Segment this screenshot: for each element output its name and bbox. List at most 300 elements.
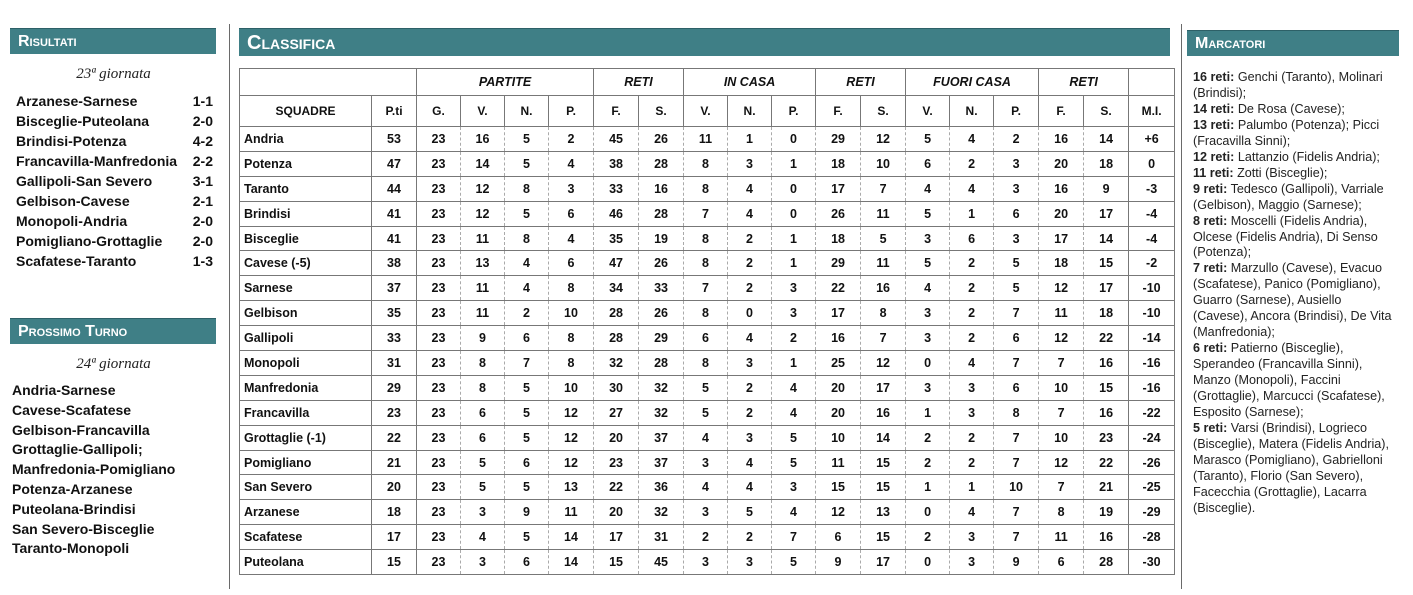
- table-row: [240, 500, 1175, 525]
- table-cell: 3: [994, 176, 1039, 201]
- team-name: Bisceglie: [240, 226, 372, 251]
- table-cell: 12: [861, 351, 906, 376]
- table-cell: 10: [549, 375, 594, 400]
- table-cell: 13: [549, 475, 594, 500]
- table-cell: 32: [639, 500, 684, 525]
- table-cell: 10: [816, 425, 861, 450]
- table-cell: 53: [372, 127, 417, 152]
- table-cell: 2: [950, 151, 994, 176]
- table-cell: 2: [728, 400, 772, 425]
- table-cell: 22: [816, 276, 861, 301]
- table-cell: 8: [684, 301, 728, 326]
- table-cell: 11: [1039, 301, 1084, 326]
- next-round-label: 24ª giornata: [76, 356, 151, 372]
- table-cell: 11: [461, 226, 505, 251]
- table-cell: 23: [417, 400, 461, 425]
- scorer-names: Moscelli (Fidelis Andria), Olcese (Fidelis Andria), Di Senso (Potenza);: [1193, 213, 1378, 260]
- table-cell: -14: [1129, 326, 1175, 351]
- table-cell: 14: [549, 525, 594, 550]
- table-cell: 0: [1129, 151, 1175, 176]
- group-header: IN CASA: [684, 69, 816, 96]
- table-cell: 38: [594, 151, 639, 176]
- table-cell: 2: [505, 301, 549, 326]
- table-cell: 23: [417, 475, 461, 500]
- table-cell: -2: [1129, 251, 1175, 276]
- table-cell: 9: [994, 550, 1039, 575]
- table-cell: 5: [994, 251, 1039, 276]
- table-cell: 22: [1084, 326, 1129, 351]
- table-cell: 35: [594, 226, 639, 251]
- table-cell: 36: [639, 475, 684, 500]
- table-cell: 3: [728, 351, 772, 376]
- result-item: [16, 131, 217, 151]
- column-header: S.: [861, 96, 906, 127]
- scorer-goals: 12 reti:: [1193, 149, 1235, 164]
- table-cell: 3: [906, 301, 950, 326]
- table-cell: 26: [639, 127, 684, 152]
- table-cell: 22: [372, 425, 417, 450]
- table-cell: 3: [950, 550, 994, 575]
- table-cell: 18: [1084, 301, 1129, 326]
- table-cell: -30: [1129, 550, 1175, 575]
- table-cell: 7: [684, 276, 728, 301]
- table-cell: 5: [505, 475, 549, 500]
- scorer-entry: [1193, 102, 1399, 118]
- table-cell: -4: [1129, 201, 1175, 226]
- result-match: Bisceglie-Puteolana: [16, 113, 150, 129]
- table-cell: 7: [994, 301, 1039, 326]
- result-score: 1-3: [192, 253, 213, 269]
- table-cell: 2: [549, 127, 594, 152]
- table-row: [240, 525, 1175, 550]
- table-cell: 7: [1039, 400, 1084, 425]
- results-header: Risultati: [10, 28, 216, 54]
- table-cell: 45: [594, 127, 639, 152]
- table-cell: 28: [1084, 550, 1129, 575]
- table-cell: 1: [906, 400, 950, 425]
- table-cell: 3: [950, 400, 994, 425]
- table-cell: 3: [684, 500, 728, 525]
- result-score: 2-0: [192, 213, 213, 229]
- scorer-entry: [1193, 421, 1399, 517]
- table-cell: 11: [861, 251, 906, 276]
- column-header: P.: [994, 96, 1039, 127]
- table-cell: 23: [1084, 425, 1129, 450]
- next-round-header: Prossimo Turno: [10, 318, 216, 344]
- standings-header: Classifica: [239, 28, 1170, 56]
- table-cell: 5: [684, 375, 728, 400]
- table-cell: 28: [639, 351, 684, 376]
- scorer-entry: [1193, 166, 1399, 182]
- team-name: Potenza: [240, 151, 372, 176]
- results-round: 23ª giornata: [76, 66, 151, 82]
- scorers-header: Marcatori: [1187, 30, 1399, 56]
- table-cell: 14: [549, 550, 594, 575]
- table-cell: 2: [950, 450, 994, 475]
- table-cell: 3: [461, 500, 505, 525]
- table-cell: 1: [772, 151, 816, 176]
- scorers-list: [1187, 70, 1399, 517]
- column-divider-right: [1181, 24, 1182, 589]
- table-cell: 17: [372, 525, 417, 550]
- result-score: 2-0: [192, 233, 213, 249]
- table-cell: 10: [549, 301, 594, 326]
- table-row: [240, 226, 1175, 251]
- table-cell: 31: [639, 525, 684, 550]
- table-cell: 11: [461, 301, 505, 326]
- table-cell: 20: [594, 500, 639, 525]
- table-cell: 15: [816, 475, 861, 500]
- table-cell: 15: [861, 475, 906, 500]
- table-cell: 15: [1084, 375, 1129, 400]
- fixture-item: Potenza-Arzanese: [12, 480, 133, 497]
- table-cell: 5: [505, 201, 549, 226]
- table-cell: -3: [1129, 176, 1175, 201]
- group-header: RETI: [816, 69, 906, 96]
- column-header: N.: [728, 96, 772, 127]
- table-cell: -16: [1129, 375, 1175, 400]
- table-cell: 7: [994, 525, 1039, 550]
- table-cell: 1: [772, 226, 816, 251]
- table-row: [240, 276, 1175, 301]
- table-cell: 2: [728, 226, 772, 251]
- table-cell: 18: [816, 226, 861, 251]
- table-cell: 5: [684, 400, 728, 425]
- table-cell: 4: [684, 425, 728, 450]
- table-cell: 17: [594, 525, 639, 550]
- table-cell: 20: [372, 475, 417, 500]
- table-cell: 4: [505, 276, 549, 301]
- scorer-goals: 14 reti:: [1193, 101, 1235, 116]
- table-cell: 4: [728, 326, 772, 351]
- scorer-names: Varsi (Brindisi), Logrieco (Bisceglie), Matera (Fidelis Andria), Marasco (Pomigliano), Gabrielloni (Taranto), Florio (San Severo), Facecchia (Grottaglie), Lacarra (Bisceglie).: [1193, 420, 1389, 515]
- table-cell: 15: [861, 450, 906, 475]
- table-cell: 20: [1039, 201, 1084, 226]
- table-cell: 32: [639, 400, 684, 425]
- table-cell: 11: [549, 500, 594, 525]
- table-cell: 15: [1084, 251, 1129, 276]
- table-cell: 7: [861, 176, 906, 201]
- table-cell: 23: [417, 326, 461, 351]
- table-cell: 6: [1039, 550, 1084, 575]
- table-cell: 6: [994, 375, 1039, 400]
- table-cell: 8: [505, 176, 549, 201]
- table-cell: 31: [372, 351, 417, 376]
- table-cell: 16: [461, 127, 505, 152]
- table-cell: 6: [994, 326, 1039, 351]
- table-cell: 3: [728, 425, 772, 450]
- table-cell: 23: [417, 251, 461, 276]
- table-cell: 9: [816, 550, 861, 575]
- table-cell: -25: [1129, 475, 1175, 500]
- table-cell: 3: [728, 550, 772, 575]
- table-cell: 5: [994, 276, 1039, 301]
- table-cell: 4: [906, 176, 950, 201]
- result-match: Pomigliano-Grottaglie: [16, 233, 163, 249]
- table-row: [240, 550, 1175, 575]
- table-cell: 47: [594, 251, 639, 276]
- table-cell: 23: [417, 425, 461, 450]
- table-cell: 12: [1039, 276, 1084, 301]
- table-cell: 10: [994, 475, 1039, 500]
- table-cell: 14: [1084, 226, 1129, 251]
- column-header: P.: [772, 96, 816, 127]
- table-cell: 23: [417, 151, 461, 176]
- table-cell: 17: [861, 550, 906, 575]
- table-cell: 35: [372, 301, 417, 326]
- table-cell: 23: [417, 450, 461, 475]
- table-cell: 2: [950, 276, 994, 301]
- team-name: Scafatese: [240, 525, 372, 550]
- team-name: Arzanese: [240, 500, 372, 525]
- table-cell: 12: [461, 176, 505, 201]
- table-cell: 7: [861, 326, 906, 351]
- scorer-entry: [1193, 214, 1399, 262]
- scorer-names: Tedesco (Gallipoli), Varriale (Gelbison), Maggio (Sarnese);: [1193, 181, 1384, 212]
- table-cell: 3: [950, 375, 994, 400]
- table-cell: 7: [1039, 475, 1084, 500]
- table-cell: 0: [728, 301, 772, 326]
- result-score: 4-2: [192, 133, 213, 149]
- table-cell: 8: [684, 351, 728, 376]
- table-cell: 5: [906, 251, 950, 276]
- table-cell: 18: [372, 500, 417, 525]
- table-cell: 14: [1084, 127, 1129, 152]
- table-cell: 16: [639, 176, 684, 201]
- team-name: Taranto: [240, 176, 372, 201]
- table-cell: 2: [772, 326, 816, 351]
- table-cell: 16: [1084, 351, 1129, 376]
- scorer-goals: 13 reti:: [1193, 117, 1235, 132]
- table-cell: 9: [505, 500, 549, 525]
- table-cell: 6: [994, 201, 1039, 226]
- fixture-item: Gelbison-Francavilla: [12, 421, 150, 438]
- table-cell: 7: [684, 201, 728, 226]
- column-header: SQUADRE: [240, 96, 372, 127]
- table-cell: 5: [861, 226, 906, 251]
- table-cell: 14: [861, 425, 906, 450]
- table-row: [240, 127, 1175, 152]
- table-cell: 17: [816, 176, 861, 201]
- column-header: V.: [684, 96, 728, 127]
- table-cell: 0: [906, 500, 950, 525]
- result-item: [16, 191, 217, 211]
- table-row: [240, 251, 1175, 276]
- group-header-row: [240, 69, 1175, 96]
- scorer-entry: [1193, 118, 1399, 150]
- table-cell: 7: [994, 500, 1039, 525]
- table-cell: 6: [505, 450, 549, 475]
- column-header: V.: [461, 96, 505, 127]
- table-cell: 4: [549, 151, 594, 176]
- table-cell: 18: [1084, 151, 1129, 176]
- group-header-empty: [240, 69, 417, 96]
- column-header: F.: [816, 96, 861, 127]
- table-cell: -29: [1129, 500, 1175, 525]
- table-cell: 4: [461, 525, 505, 550]
- team-name: Sarnese: [240, 276, 372, 301]
- fixture-item: San Severo-Bisceglie: [12, 520, 155, 537]
- table-cell: 12: [861, 127, 906, 152]
- result-item: [16, 111, 217, 131]
- table-cell: 6: [549, 201, 594, 226]
- table-cell: 10: [1039, 375, 1084, 400]
- result-item: [16, 151, 217, 171]
- group-header-empty: [1129, 69, 1175, 96]
- table-cell: 7: [772, 525, 816, 550]
- table-cell: 2: [906, 425, 950, 450]
- team-name: San Severo: [240, 475, 372, 500]
- column-header: M.I.: [1129, 96, 1175, 127]
- table-row: [240, 351, 1175, 376]
- table-cell: 6: [505, 550, 549, 575]
- table-cell: 11: [861, 201, 906, 226]
- table-cell: 5: [505, 127, 549, 152]
- table-cell: 3: [772, 301, 816, 326]
- column-header: F.: [1039, 96, 1084, 127]
- column-header: G.: [417, 96, 461, 127]
- table-cell: 2: [906, 450, 950, 475]
- table-cell: 11: [461, 276, 505, 301]
- scorer-entry: [1193, 150, 1399, 166]
- table-cell: 12: [549, 425, 594, 450]
- scorer-goals: 11 reti:: [1193, 165, 1234, 180]
- table-row: [240, 151, 1175, 176]
- table-cell: 29: [639, 326, 684, 351]
- table-cell: 30: [594, 375, 639, 400]
- table-cell: 3: [684, 550, 728, 575]
- table-row: [240, 450, 1175, 475]
- table-cell: -24: [1129, 425, 1175, 450]
- scorer-goals: 7 reti:: [1193, 261, 1228, 276]
- fixture-item: Cavese-Scafatese: [12, 401, 132, 418]
- table-cell: 1: [950, 201, 994, 226]
- table-cell: 20: [594, 425, 639, 450]
- table-cell: 18: [1039, 251, 1084, 276]
- table-cell: 5: [906, 127, 950, 152]
- table-cell: 8: [549, 276, 594, 301]
- table-cell: 8: [994, 400, 1039, 425]
- table-cell: 5: [505, 400, 549, 425]
- result-match: Scafatese-Taranto: [16, 253, 137, 269]
- table-cell: 6: [549, 251, 594, 276]
- table-cell: -4: [1129, 226, 1175, 251]
- fixtures-list: [10, 381, 217, 559]
- table-cell: 20: [1039, 151, 1084, 176]
- table-cell: 3: [549, 176, 594, 201]
- table-cell: 23: [417, 226, 461, 251]
- fixture-item: Grottaglie-Gallipoli;: [12, 441, 143, 458]
- table-cell: 37: [639, 450, 684, 475]
- scorer-goals: 6 reti:: [1193, 341, 1228, 356]
- table-cell: 16: [1084, 525, 1129, 550]
- table-cell: 1: [772, 351, 816, 376]
- column-header: S.: [639, 96, 684, 127]
- table-cell: 6: [906, 151, 950, 176]
- result-score: 3-1: [192, 173, 213, 189]
- table-cell: 15: [372, 550, 417, 575]
- table-cell: 18: [816, 151, 861, 176]
- table-cell: 4: [728, 201, 772, 226]
- table-cell: 23: [372, 400, 417, 425]
- result-score: 2-1: [192, 193, 213, 209]
- scorer-names: Palumbo (Potenza); Picci (Fracavilla Sinni);: [1193, 117, 1380, 148]
- table-cell: 27: [594, 400, 639, 425]
- table-cell: 1: [906, 475, 950, 500]
- table-cell: 2: [950, 251, 994, 276]
- table-cell: 3: [684, 450, 728, 475]
- team-name: Monopoli: [240, 351, 372, 376]
- table-cell: -28: [1129, 525, 1175, 550]
- fixture-item: Manfredonia-Pomigliano: [12, 461, 176, 478]
- table-cell: 17: [1084, 276, 1129, 301]
- table-cell: 23: [417, 500, 461, 525]
- table-row: [240, 326, 1175, 351]
- table-cell: 3: [906, 226, 950, 251]
- table-cell: 37: [639, 425, 684, 450]
- table-cell: 0: [906, 351, 950, 376]
- table-cell: 8: [1039, 500, 1084, 525]
- table-cell: 22: [1084, 450, 1129, 475]
- table-cell: 6: [684, 326, 728, 351]
- table-cell: 37: [372, 276, 417, 301]
- group-header: PARTITE: [417, 69, 594, 96]
- table-cell: 26: [816, 201, 861, 226]
- standings-panel: [239, 28, 1170, 575]
- table-cell: 6: [950, 226, 994, 251]
- scorers-panel: [1187, 30, 1399, 517]
- result-match: Gelbison-Cavese: [16, 193, 130, 209]
- table-cell: 2: [728, 251, 772, 276]
- table-cell: 3: [906, 375, 950, 400]
- scorer-names: Marzullo (Cavese), Evacuo (Scafatese), Panico (Pomigliano), Guarro (Sarnese), Ausiello (Cavese), Ancora (Brindisi), De Vita (Manfredonia);: [1193, 261, 1392, 340]
- table-cell: 23: [417, 351, 461, 376]
- table-cell: 4: [728, 450, 772, 475]
- team-name: Andria: [240, 127, 372, 152]
- table-cell: 28: [594, 301, 639, 326]
- table-cell: 33: [594, 176, 639, 201]
- scorer-entry: [1193, 70, 1399, 102]
- table-cell: 15: [594, 550, 639, 575]
- table-cell: 23: [417, 525, 461, 550]
- result-item: [16, 251, 217, 271]
- table-cell: 16: [861, 400, 906, 425]
- table-cell: 23: [417, 301, 461, 326]
- table-cell: 2: [684, 525, 728, 550]
- table-cell: 47: [372, 151, 417, 176]
- table-cell: 3: [461, 550, 505, 575]
- table-cell: 13: [461, 251, 505, 276]
- table-cell: 5: [505, 425, 549, 450]
- table-cell: 2: [950, 326, 994, 351]
- table-cell: 4: [772, 400, 816, 425]
- table-cell: 23: [417, 375, 461, 400]
- table-cell: 3: [994, 226, 1039, 251]
- result-match: Brindisi-Potenza: [16, 133, 127, 149]
- scorer-goals: 8 reti:: [1193, 213, 1228, 228]
- table-cell: 5: [505, 525, 549, 550]
- column-header: V.: [906, 96, 950, 127]
- table-cell: 0: [772, 201, 816, 226]
- table-cell: 23: [417, 127, 461, 152]
- table-cell: 33: [372, 326, 417, 351]
- table-cell: 0: [906, 550, 950, 575]
- team-name: Gelbison: [240, 301, 372, 326]
- table-cell: 46: [594, 201, 639, 226]
- scorer-entry: [1193, 261, 1399, 341]
- table-cell: -10: [1129, 301, 1175, 326]
- table-cell: 12: [1039, 450, 1084, 475]
